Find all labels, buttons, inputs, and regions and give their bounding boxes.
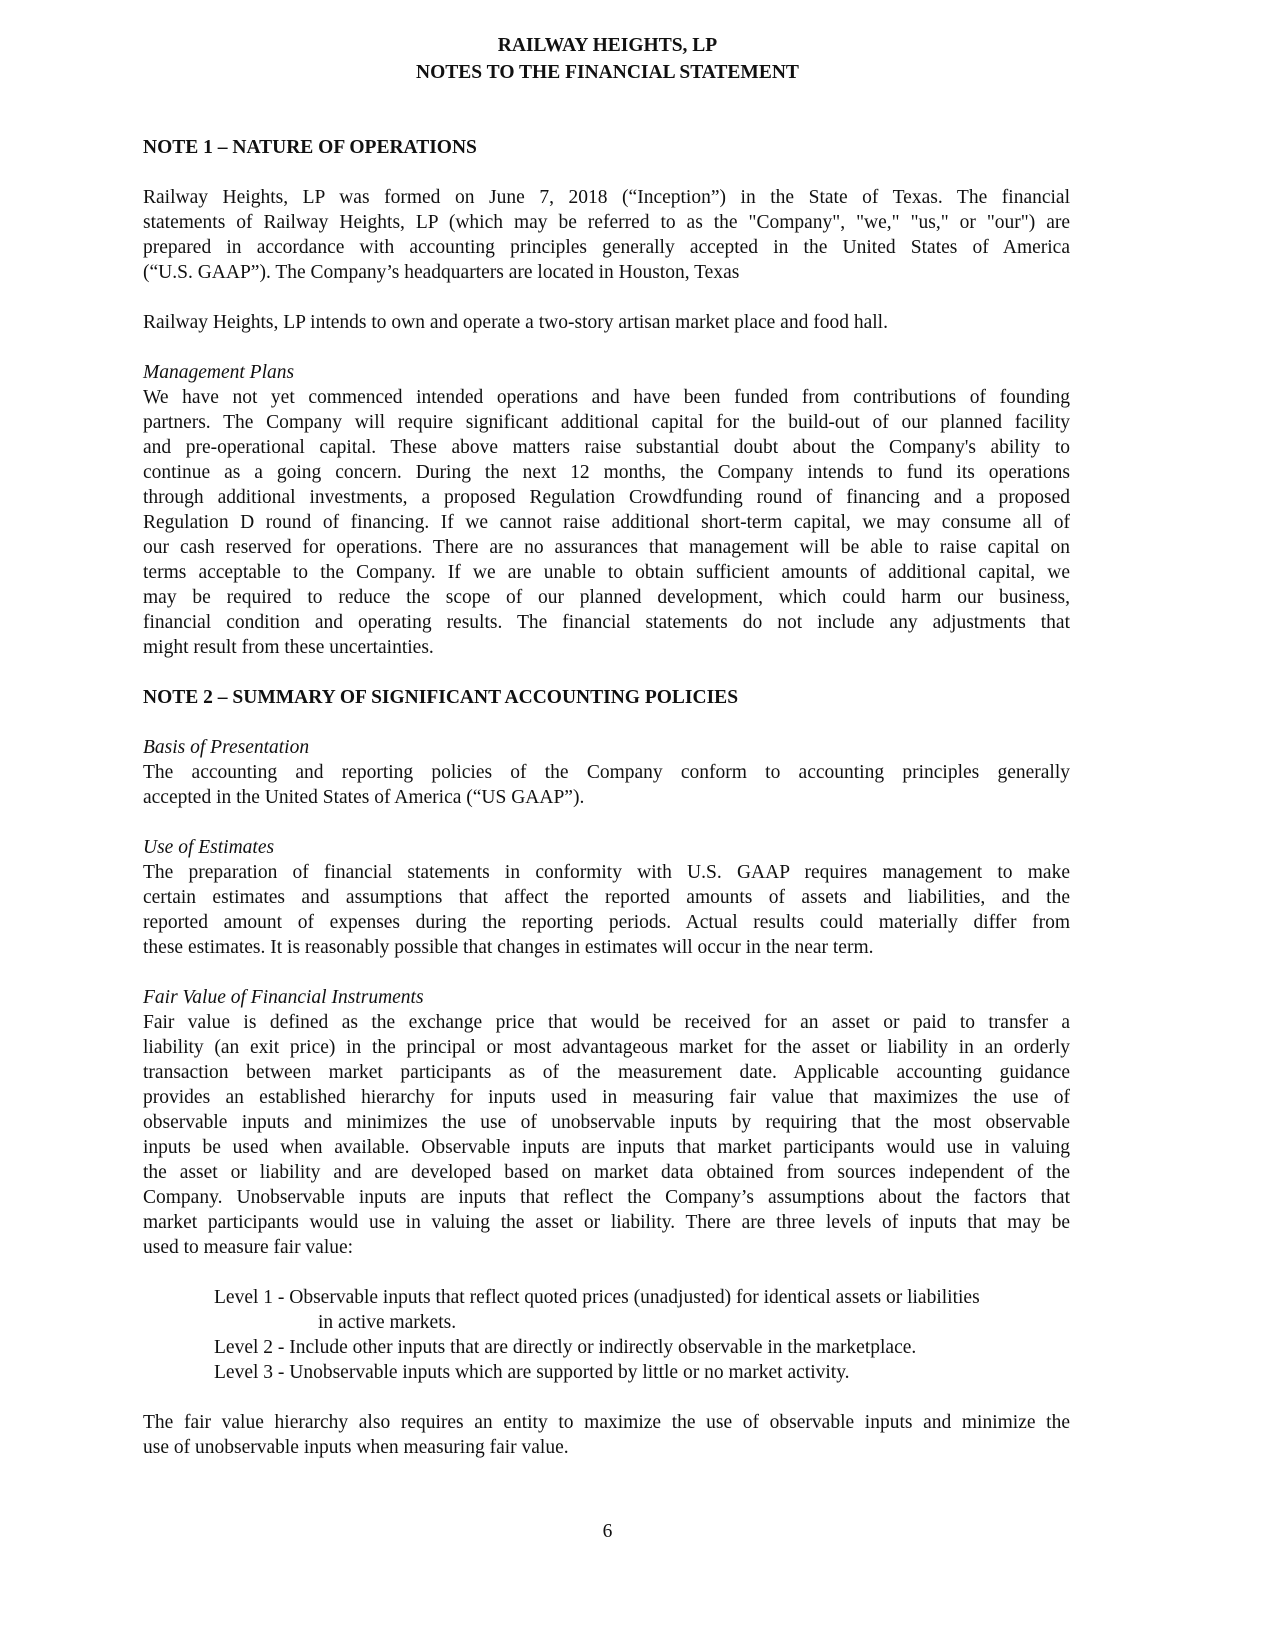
paragraph-line: partners. The Company will require significant additional capital for the build-out of our planned facility bbox=[143, 412, 1070, 433]
paragraph-line: reported amount of expenses during the reporting periods. Actual results could materially differ from bbox=[143, 912, 1070, 933]
paragraph-line: provides an established hierarchy for inputs used in measuring fair value that maximizes the use of bbox=[143, 1087, 1070, 1108]
section-heading: NOTE 2 – SUMMARY OF SIGNIFICANT ACCOUNTING POLICIES bbox=[143, 687, 739, 708]
paragraph bbox=[143, 1410, 1070, 1460]
paragraph-line: prepared in accordance with accounting principles generally accepted in the United States of America bbox=[143, 237, 1070, 258]
paragraph-line: Railway Heights, LP was formed on June 7, 2018 (“Inception”) in the State of Texas. The financial bbox=[143, 187, 1070, 208]
paragraph-line: Regulation D round of financing. If we cannot raise additional short-term capital, we may consume all of bbox=[143, 512, 1070, 533]
paragraph-line: use of unobservable inputs when measuring fair value. bbox=[143, 1437, 569, 1458]
paragraph bbox=[143, 760, 1070, 810]
level-item-line: Level 3 - Unobservable inputs which are supported by little or no market activity. bbox=[214, 1362, 850, 1383]
paragraph-line: and pre-operational capital. These above matters raise substantial doubt about the Company's ability to bbox=[143, 437, 1070, 458]
paragraph-line: inputs be used when available. Observable inputs are inputs that market participants would use in valuing bbox=[143, 1137, 1070, 1158]
paragraph-line: Company. Unobservable inputs are inputs that reflect the Company’s assumptions about the factors that bbox=[143, 1187, 1070, 1208]
paragraph-line: market participants would use in valuing the asset or liability. There are three levels of inputs that may be bbox=[143, 1212, 1070, 1233]
paragraph-line: (“U.S. GAAP”). The Company’s headquarters are located in Houston, Texas bbox=[143, 262, 740, 283]
paragraph bbox=[143, 385, 1070, 660]
page-number: 6 bbox=[602, 1521, 613, 1542]
paragraph-line: observable inputs and minimizes the use of unobservable inputs by requiring that the most observable bbox=[143, 1112, 1070, 1133]
paragraph bbox=[143, 310, 1070, 335]
paragraph-line: certain estimates and assumptions that affect the reported amounts of assets and liabilities, and the bbox=[143, 887, 1070, 908]
paragraph-line: Fair value is defined as the exchange price that would be received for an asset or paid to transfer a bbox=[143, 1012, 1070, 1033]
paragraph-line: terms acceptable to the Company. If we are unable to obtain sufficient amounts of additional capital, we bbox=[143, 562, 1070, 583]
company-name: RAILWAY HEIGHTS, LP bbox=[497, 35, 718, 56]
section-subheading: Fair Value of Financial Instruments bbox=[143, 987, 424, 1008]
paragraph-line: our cash reserved for operations. There are no assurances that management will be able to raise capital on bbox=[143, 537, 1070, 558]
paragraph-line: used to measure fair value: bbox=[143, 1237, 354, 1258]
paragraph-line: statements of Railway Heights, LP (which may be referred to as the "Company", "we," "us," or "our") are bbox=[143, 212, 1070, 233]
section-subheading: Management Plans bbox=[143, 362, 295, 383]
level-item-line: Level 1 - Observable inputs that reflect quoted prices (unadjusted) for identical assets or liabilities bbox=[214, 1287, 980, 1308]
paragraph-line: The accounting and reporting policies of the Company conform to accounting principles generally bbox=[143, 762, 1070, 783]
paragraph bbox=[143, 860, 1070, 960]
document-body bbox=[143, 135, 1070, 1485]
paragraph-line: may be required to reduce the scope of our planned development, which could harm our business, bbox=[143, 587, 1070, 608]
paragraph-line: Railway Heights, LP intends to own and operate a two-story artisan market place and food hall. bbox=[143, 312, 888, 333]
paragraph-line: might result from these uncertainties. bbox=[143, 637, 434, 658]
paragraph-line: transaction between market participants as of the measurement date. Applicable accounting guidance bbox=[143, 1062, 1070, 1083]
level-item-line: in active markets. bbox=[318, 1312, 457, 1333]
section-subheading: Basis of Presentation bbox=[143, 737, 310, 758]
paragraph-line: The preparation of financial statements in conformity with U.S. GAAP requires management to make bbox=[143, 862, 1070, 883]
paragraph-line: The fair value hierarchy also requires an entity to maximize the use of observable inputs and minimize the bbox=[143, 1412, 1070, 1433]
paragraph-line: continue as a going concern. During the next 12 months, the Company intends to fund its operations bbox=[143, 462, 1070, 483]
section-heading: NOTE 1 – NATURE OF OPERATIONS bbox=[143, 137, 477, 158]
level-item-line: Level 2 - Include other inputs that are directly or indirectly observable in the marketplace. bbox=[214, 1337, 917, 1358]
paragraph bbox=[143, 185, 1070, 285]
paragraph bbox=[143, 1010, 1070, 1260]
paragraph-line: these estimates. It is reasonably possible that changes in estimates will occur in the near term. bbox=[143, 937, 874, 958]
paragraph-line: through additional investments, a proposed Regulation Crowdfunding round of financing and a proposed bbox=[143, 487, 1070, 508]
paragraph-line: accepted in the United States of America (“US GAAP”). bbox=[143, 787, 585, 808]
paragraph-line: financial condition and operating results. The financial statements do not include any adjustments that bbox=[143, 612, 1070, 633]
fair-value-levels-list bbox=[143, 1285, 1070, 1385]
document-title: NOTES TO THE FINANCIAL STATEMENT bbox=[416, 62, 799, 83]
section-subheading: Use of Estimates bbox=[143, 837, 275, 858]
paragraph-line: We have not yet commenced intended operations and have been funded from contributions of founding bbox=[143, 387, 1070, 408]
paragraph-line: liability (an exit price) in the principal or most advantageous market for the asset or liability in an orderly bbox=[143, 1037, 1070, 1058]
paragraph-line: the asset or liability and are developed based on market data obtained from sources independent of the bbox=[143, 1162, 1070, 1183]
